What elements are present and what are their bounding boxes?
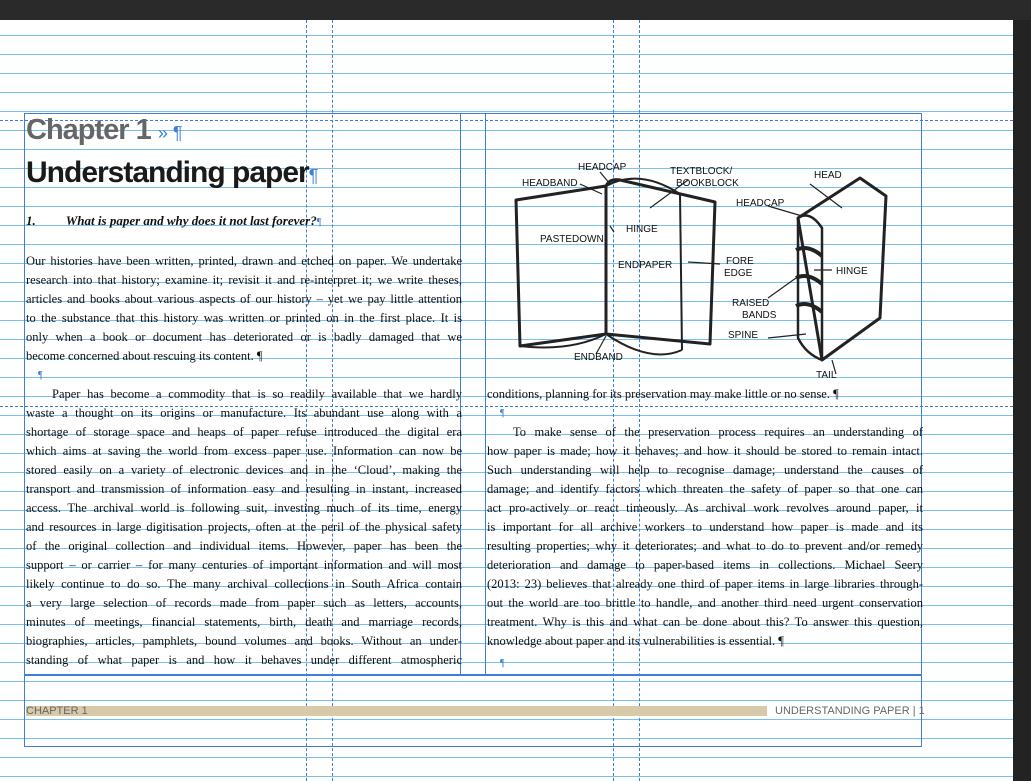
label-pastedown: PASTEDOWN <box>540 234 604 245</box>
chapter-marks: » ¶ <box>157 123 183 143</box>
text-line: resulting properties; why it deteriorates; and what to do to prevent and/or remedy <box>487 539 923 553</box>
text-line: become concerned about rescuing its content. ¶ <box>26 349 263 363</box>
text-line: (2013: 23) believes that already one third of paper items in large libraries through- <box>487 577 923 591</box>
label-hinge-left: HINGE <box>626 224 658 235</box>
text-line: likely continue to do so. The many archival collections in South Africa contain <box>26 577 462 591</box>
text-line: damage; and identify factors which threaten the safety of paper so that one can <box>487 482 923 496</box>
baseline-grid-line <box>0 92 1013 93</box>
label-head: HEAD <box>814 170 842 181</box>
page-title[interactable]: Understanding paper¶ <box>26 156 319 189</box>
section-mark: ¶ <box>316 217 322 228</box>
footer-bar <box>26 706 767 716</box>
window-top-bar <box>0 0 1031 20</box>
section-question: What is paper and why does it not last forever? <box>65 213 317 228</box>
book-cover-left <box>516 186 606 346</box>
text-line: of the original collection and individual items. However, paper has been the <box>26 539 462 553</box>
book-anatomy-figure[interactable] <box>510 138 922 378</box>
text-line: deterioration and damage to paper-based items in collections. Michael Seery <box>487 558 923 572</box>
document-page[interactable] <box>0 20 1013 781</box>
label-fore: FORE <box>726 256 754 267</box>
empty-paragraph-mark: ¶ <box>500 408 505 419</box>
text-line: is important for all archive workers to understand how paper is made and its <box>487 520 923 534</box>
text-line: out the world are too brittle to handle, and another third need urgent conservation <box>487 596 923 610</box>
footer-right[interactable]: UNDERSTANDING PAPER | 1 <box>775 705 925 717</box>
label-spine: SPINE <box>728 330 759 341</box>
column-rule <box>485 113 486 675</box>
footer-left[interactable]: CHAPTER 1 <box>26 705 88 717</box>
text-line: Our histories have been written, printed, drawn and etched on paper. We undertake <box>26 254 462 268</box>
text-line: to the substance that this history was written or printed on in the first place. It is <box>26 311 462 325</box>
label-bookblock: BOOKBLOCK <box>676 178 739 189</box>
text-line: how paper is made; how it behaves; and how it should be stored to remain intact. <box>487 444 923 458</box>
text-line: Paper has become a commodity that is so readily available that we hardly <box>52 387 462 401</box>
text-line: support – or carrier – for many centuries of important information and will most <box>26 558 462 572</box>
empty-paragraph-mark: ¶ <box>500 658 505 669</box>
text-line: research into that history; examine it; revisit it and re-interpret it; we write theses, <box>26 273 462 287</box>
text-line: Such understanding will help to recognise damage; understand the causes of <box>487 463 923 477</box>
text-line: articles and books about various aspects of our history – yet we pay little attention <box>26 292 462 306</box>
baseline-grid-line <box>0 757 1013 758</box>
text-line: standing of what paper is and how it behaves under different atmospheric <box>26 653 462 667</box>
text-line: waste a thought on its origins or manufacture. Its abundant use along with a <box>26 406 462 420</box>
baseline-grid-line <box>0 776 1013 777</box>
text-line: minutes of meetings, financial statements, birth, death and marriage records, <box>26 615 462 629</box>
baseline-grid-line <box>0 111 1013 112</box>
text-line: and resources in large digitisation projects, often at the peril of the physical safety <box>26 520 462 534</box>
text-line: transport and transmission of information easy and resulting in instant, increased <box>26 482 462 496</box>
empty-paragraph-mark: ¶ <box>38 370 43 381</box>
title-mark: ¶ <box>308 166 319 186</box>
label-textblock: TEXTBLOCK/ <box>670 166 733 177</box>
text-line: shortage of storage space and heaps of paper refuse introduced the digital era <box>26 425 462 439</box>
section-number: 1. <box>26 213 36 228</box>
label-endpaper: ENDPAPER <box>618 260 673 271</box>
text-line: stored easily on a variety of electronic devices and in the ‘Cloud’, making the <box>26 463 462 477</box>
label-hinge-right: HINGE <box>836 266 868 277</box>
baseline-grid-line <box>0 54 1013 55</box>
label-headcap-left: HEADCAP <box>578 162 627 173</box>
section-heading[interactable] <box>26 213 321 229</box>
chapter-label[interactable]: Chapter 1 » ¶ <box>26 114 183 146</box>
baseline-grid-line <box>0 73 1013 74</box>
text-line: a very large selection of records made from paper such as letters, accounts, <box>26 596 462 610</box>
text-line: knowledge about paper and its vulnerabilities is essential. ¶ <box>487 634 784 648</box>
label-headcap-right: HEADCAP <box>736 198 785 209</box>
label-raised: RAISED <box>732 298 770 309</box>
text-line: only when a book or document has deteriorated or is badly damaged that we <box>26 330 462 344</box>
text-line: access. The archival world is following suit, investing much of its time, energy <box>26 501 462 515</box>
right-paragraph-1[interactable]: conditions, planning for its preservation may make little or no sense. ¶ <box>487 387 839 401</box>
text-line: biographies, articles, pamphlets, bound volumes and books. Without an under- <box>26 634 462 648</box>
label-tail: TAIL <box>816 370 837 378</box>
label-edge: EDGE <box>724 268 753 279</box>
label-headband: HEADBAND <box>522 178 578 189</box>
text-line: act pro-actively or react timeously. As archival work revolves around paper, it <box>487 501 923 515</box>
baseline-grid-line <box>0 35 1013 36</box>
text-line: which aims at saving the world from excess paper use. Information can now be <box>26 444 462 458</box>
text-line: To make sense of the preservation process requires an understanding of <box>513 425 923 439</box>
scrollbar[interactable] <box>1013 20 1031 781</box>
label-bands: BANDS <box>742 310 777 321</box>
label-endband: ENDBAND <box>574 352 623 363</box>
text-line: treatment. Why is this and what can be done about this? To answer this question, <box>487 615 923 629</box>
